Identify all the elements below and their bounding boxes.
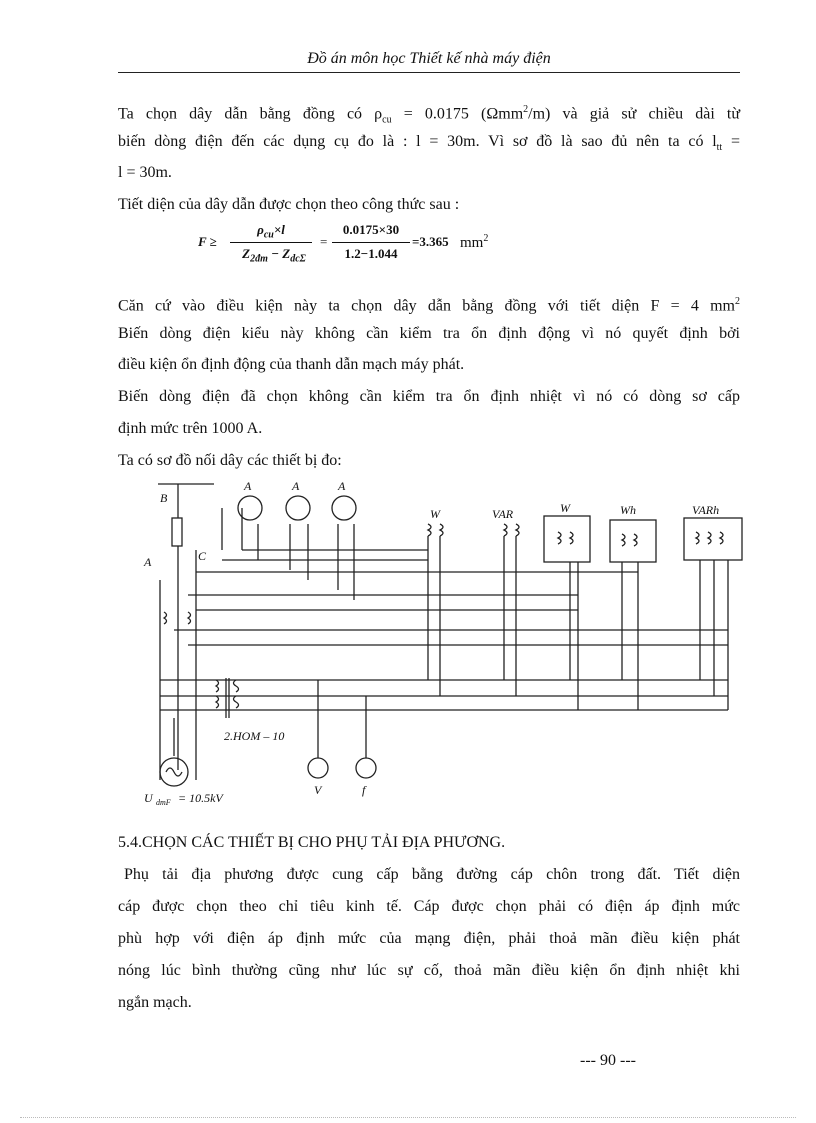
paragraph-thermal-stability-line1: Biến dòng điện đã chọn không cần kiểm tra ổn định nhiệt vì nó có dòng sơ cấp	[118, 388, 740, 405]
paragraph-thermal-stability-line2: định mức trên 1000 A.	[118, 420, 263, 437]
wattmeter-2-label: W	[560, 501, 570, 515]
paragraph-diagram-intro: Ta có sơ đồ nối dây các thiết bị đo:	[118, 452, 342, 469]
paragraph-local-load-line4: nóng lúc bình thường cũng như lúc sự cố, thoả mãn điều kiện ổn định nhiệt khi	[118, 962, 740, 979]
frequency-meter-symbol	[356, 758, 376, 778]
wh-meter-box	[610, 520, 656, 562]
voltmeter-label: V	[314, 783, 322, 797]
formula-denominator-2: 1.2−1.044	[344, 246, 398, 261]
page-header: Đồ án môn học Thiết kế nhà máy điện	[307, 50, 551, 67]
voltage-transformer	[216, 678, 239, 718]
formula-unit: $mm^2$	[460, 233, 489, 251]
page-number: --- 90 ---	[580, 1052, 636, 1069]
bottom-dotted-rule	[20, 1117, 796, 1118]
vt-label: 2.HOM – 10	[224, 729, 285, 743]
paragraph-local-load-line2: cáp được chọn theo chỉ tiêu kinh tế. Cáp được chọn phải có điện áp định mức	[118, 898, 740, 915]
paragraph-wire-choice-line1: Ta chọn dây dẫn bằng đồng có $\rho_{cu} = 0.0175$ (Ωmm$^2$/m) và giả sử chiều dài từ	[118, 104, 741, 126]
current-transformer	[164, 612, 191, 624]
paragraph-local-load-line3: phù hợp với điện áp định mức của mạng điện, phải thoả mãn điều kiện phát	[118, 930, 740, 947]
frequency-meter-label: f	[362, 783, 366, 797]
paragraph-local-load-line1: Phụ tải địa phương được cung cấp bằng đường cáp chôn trong đất. Tiết diện	[124, 866, 740, 883]
varmeter-label: VAR	[492, 507, 514, 521]
label-A: A	[144, 555, 152, 569]
generator-voltage: = 10.5kV	[178, 791, 223, 805]
cross-section-formula	[198, 222, 558, 272]
disconnector-B	[172, 518, 182, 546]
formula-lhs: F ≥	[198, 234, 217, 249]
formula-denominator-1: $Z_{2đm} - Z_{dc\Sigma}$	[242, 246, 306, 265]
ammeter-label-2: A	[292, 480, 300, 493]
label-C: C	[198, 549, 207, 563]
ammeter-3	[332, 496, 356, 520]
generator-label: U	[144, 791, 153, 805]
wattmeter-2-box	[544, 516, 590, 562]
varh-meter-box	[684, 518, 742, 560]
formula-result: =3.365	[412, 234, 449, 249]
wattmeter-label: W	[430, 507, 440, 521]
ammeter-label-1: A	[244, 480, 252, 493]
paragraph-wire-choice-line3: l = 30m.	[118, 164, 172, 181]
formula-numerator-2: 0.0175×30	[342, 222, 400, 237]
paragraph-formula-intro: Tiết diện của dây dẫn được chọn theo công thức sau :	[118, 196, 460, 213]
paragraph-wire-choice-line2: biến dòng điện đến các dụng cụ đo là : l = 30m. Vì sơ đồ là sao đủ nên ta có $l_{tt}$ =	[118, 133, 740, 154]
header-rule	[118, 72, 740, 73]
paragraph-local-load-line5: ngắn mạch.	[118, 994, 192, 1011]
measuring-wiring-diagram	[138, 480, 750, 810]
fraction-bar-2	[332, 242, 410, 243]
label-B: B	[160, 491, 168, 505]
ammeter-label-3: A	[338, 480, 346, 493]
generator-label-sub: dmF	[156, 798, 171, 807]
voltmeter-symbol	[308, 758, 328, 778]
paragraph-dynamic-stability-line2: điều kiện ổn định động của thanh dẫn mạch máy phát.	[118, 356, 465, 373]
paragraph-wire-section: Căn cứ vào điều kiện này ta chọn dây dẫn bằng đồng với tiết diện F = 4 $mm^2$	[118, 296, 740, 315]
section-title-local-load: 5.4.CHỌN CÁC THIẾT BỊ CHO PHỤ TẢI ĐỊA PHƯƠNG.	[118, 834, 506, 851]
formula-numerator-1: $\rho_{cu}\times l$	[257, 222, 285, 241]
formula-equals: =	[320, 234, 328, 249]
paragraph-dynamic-stability-line1: Biến dòng điện kiểu này không cần kiểm tra ổn định động vì nó quyết định bởi	[118, 325, 740, 342]
varh-meter-label: VARh	[692, 503, 720, 517]
ammeter-2	[286, 496, 310, 520]
wh-meter-label: Wh	[620, 503, 636, 517]
fraction-bar-1	[230, 242, 312, 243]
